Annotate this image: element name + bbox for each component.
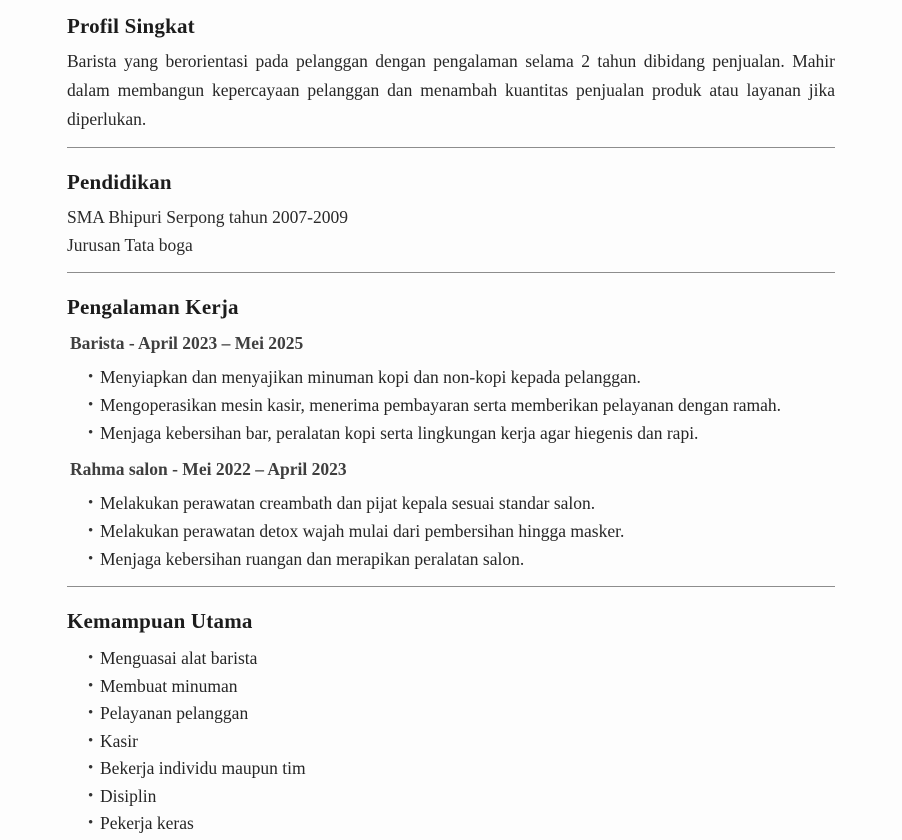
- list-item: • Mengoperasikan mesin kasir, menerima pembayaran serta memberikan pelayanan dengan ramah.: [67, 391, 835, 419]
- section-divider: [67, 147, 835, 148]
- list-item: • Kasir: [67, 728, 835, 756]
- education-school-line: SMA Bhipuri Serpong tahun 2007-2009: [67, 207, 348, 227]
- job-rahma-salon-duties: [67, 489, 835, 573]
- section-pengalaman-kerja: [67, 294, 835, 573]
- list-item: • Melakukan perawatan detox wajah mulai dari pembersihan hingga masker.: [67, 517, 835, 545]
- list-item: • Pelayanan pelanggan: [67, 700, 835, 728]
- education-major-line: Jurusan Tata boga: [67, 235, 193, 255]
- list-item: • Melakukan perawatan creambath dan pijat kepala sesuai standar salon.: [67, 489, 835, 517]
- profile-summary-text: Barista yang berorientasi pada pelanggan dengan pengalaman selama 2 tahun dibidang penjualan. Mahir dalam membangun kepercayaan pelanggan dan menambah kuantitas penjualan produk atau layanan jika diperlukan.: [67, 51, 835, 129]
- pengalaman-kerja-heading: Pengalaman Kerja: [67, 295, 239, 319]
- job-barista-duties: [67, 363, 835, 447]
- list-item: • Disiplin: [67, 783, 835, 811]
- profil-singkat-heading: Profil Singkat: [67, 14, 195, 38]
- section-pendidikan: [67, 169, 835, 259]
- section-divider: [67, 272, 835, 273]
- list-item: • Membuat minuman: [67, 673, 835, 701]
- section-profil-singkat: [67, 13, 835, 134]
- job-title-barista: Barista - April 2023 – Mei 2025: [70, 333, 304, 353]
- list-item: • Menguasai alat barista: [67, 645, 835, 673]
- section-divider: [67, 586, 835, 587]
- section-kemampuan-utama: [67, 608, 835, 838]
- list-item: • Bekerja individu maupun tim: [67, 755, 835, 783]
- kemampuan-utama-heading: Kemampuan Utama: [67, 609, 253, 633]
- job-title-rahma-salon: Rahma salon - Mei 2022 – April 2023: [70, 459, 347, 479]
- education-details: [67, 203, 835, 259]
- list-item: • Menjaga kebersihan ruangan dan merapikan peralatan salon.: [67, 545, 835, 573]
- list-item: • Menjaga kebersihan bar, peralatan kopi serta lingkungan kerja agar hiegenis dan rapi.: [67, 419, 835, 447]
- list-item: • Pekerja keras: [67, 810, 835, 838]
- pendidikan-heading: Pendidikan: [67, 170, 172, 194]
- list-item: • Menyiapkan dan menyajikan minuman kopi dan non-kopi kepada pelanggan.: [67, 363, 835, 391]
- skills-list: [67, 645, 835, 838]
